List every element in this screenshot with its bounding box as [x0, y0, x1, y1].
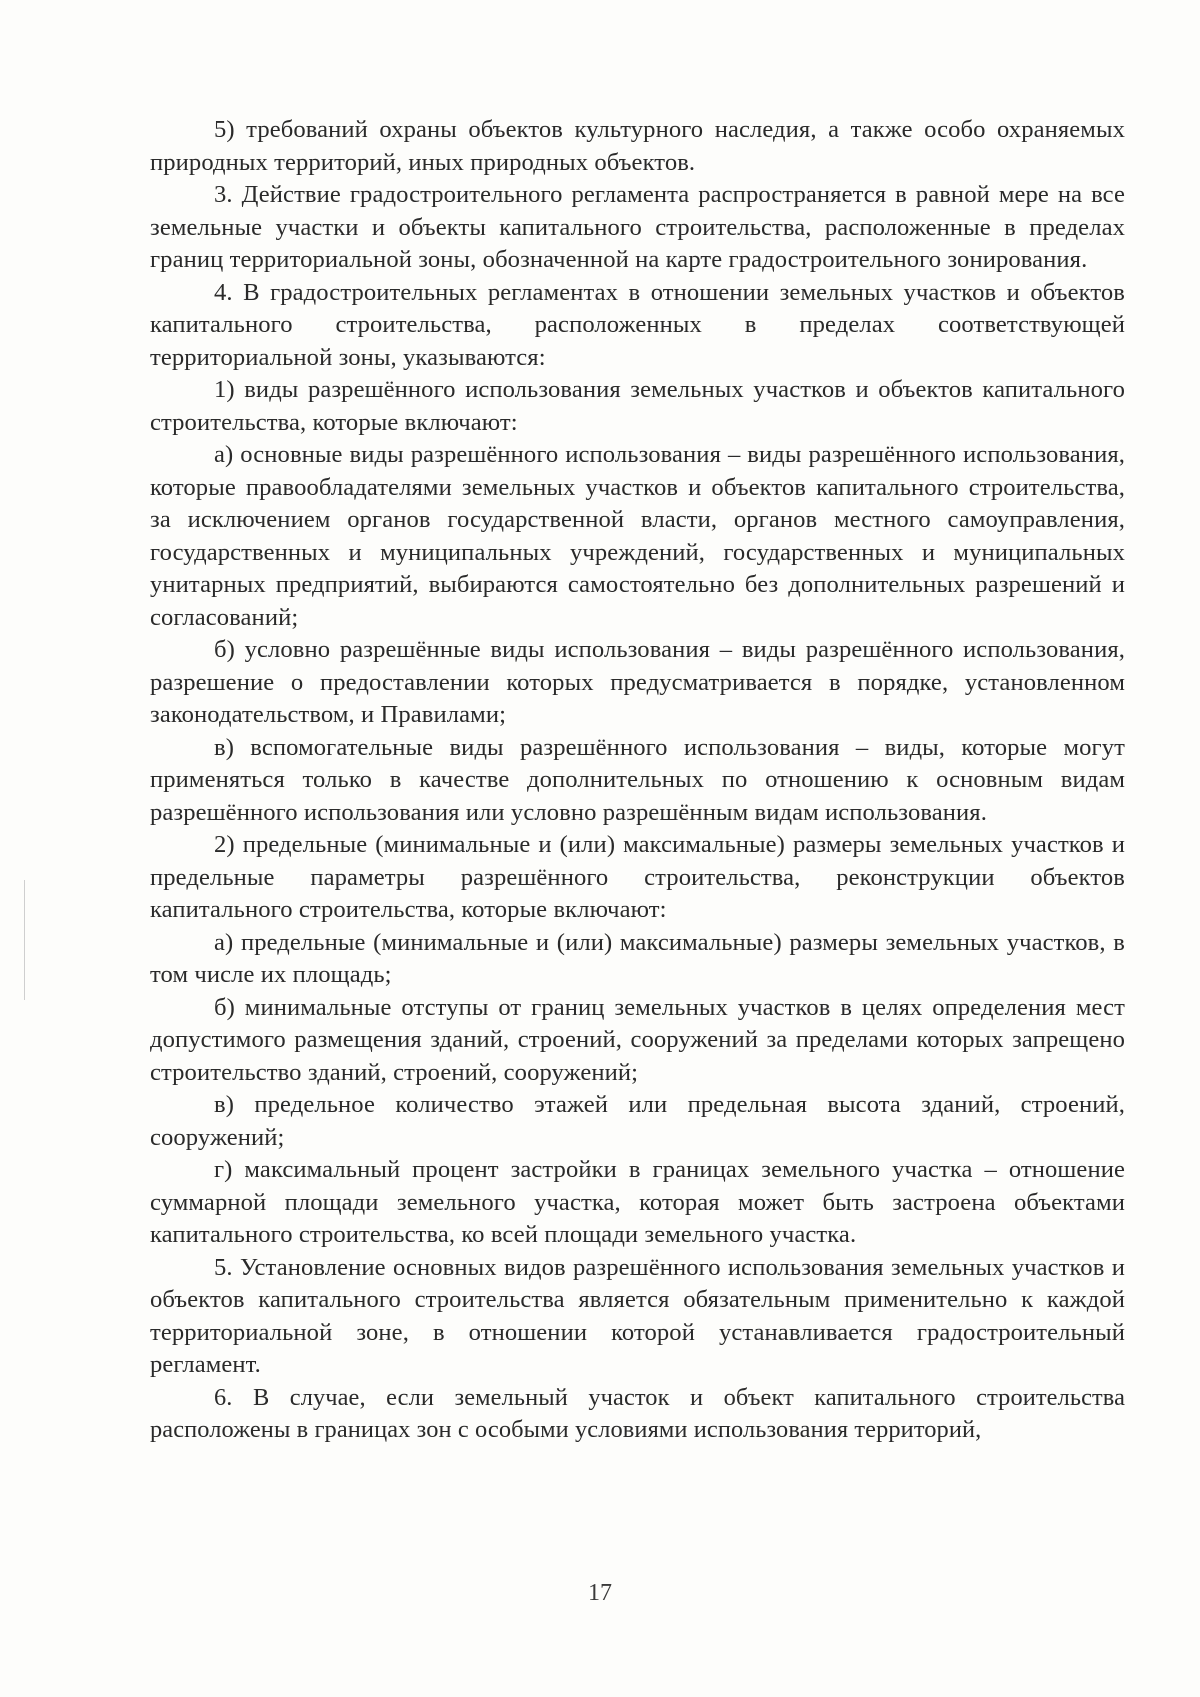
paragraph-item-2b: б) минимальные отступы от границ земельных участков в целях определения мест допустимого размещения зданий, строений, сооружений за пределами которых запрещено строительство зданий, строений, сооружений; — [150, 993, 1125, 1086]
paragraph-item-5: 5) требований охраны объектов культурного наследия, а также особо охраняемых природных территорий, иных природных объектов. — [150, 116, 1125, 176]
paragraph-section-5: 5. Установление основных видов разрешённого использования земельных участков и объектов капитального строительства является обязательным применительно к каждой территориальной зоне, в отношении которой устанавливается градостроительный регламент. — [150, 1253, 1125, 1378]
paragraph-item-1v: в) вспомогательные виды разрешённого использования – виды, которые могут применяться только в качестве дополнительных по отношению к основным видам разрешённого использования или условно разрешённым видам использования. — [150, 733, 1125, 826]
paragraph-item-1b: б) условно разрешённые виды использования – виды разрешённого использования, разрешение о предоставлении которых предусматривается в порядке, установленном законодательством, и Правилами; — [150, 636, 1125, 728]
page-number: 17 — [588, 1580, 612, 1606]
paragraph-item-1a: а) основные виды разрешённого использования – виды разрешённого использования, которые правообладателями земельных участков и объектов капитального строительства, за исключением органов государственной власти, органов местного самоуправления, государственных и муниципальных учреждений, государственных и муниципальных унитарных предприятий, выбираются самостоятельно без дополнительных разрешений и согласований; — [150, 441, 1125, 631]
paragraph-item-2: 2) предельные (минимальные и (или) максимальные) размеры земельных участков и предельные параметры разрешённого строительства, реконструкции объектов капитального строительства, которые включают: — [150, 831, 1125, 923]
scan-edge-mark — [24, 880, 25, 1000]
paragraph-item-1: 1) виды разрешённого использования земельных участков и объектов капитального строительства, которые включают: — [150, 376, 1125, 436]
paragraph-section-4: 4. В градостроительных регламентах в отношении земельных участков и объектов капитального строительства, расположенных в пределах соответствующей территориальной зоны, указываются: — [150, 278, 1125, 371]
paragraph-item-2g: г) максимальный процент застройки в границах земельного участка – отношение суммарной площади земельного участка, которая может быть застроена объектами капитального строительства, ко всей площади земельного участка. — [150, 1156, 1125, 1248]
paragraph-section-3: 3. Действие градостроительного регламента распространяется в равной мере на все земельные участки и объекты капитального строительства, расположенные в пределах границ территориальной зоны, обозначенной на карте градостроительного зонирования. — [150, 181, 1125, 273]
paragraph-section-6: 6. В случае, если земельный участок и объект капитального строительства расположены в границах зон с особыми условиями использования территорий, — [150, 1383, 1125, 1443]
document-page — [150, 114, 1125, 1594]
paragraph-item-2a: а) предельные (минимальные и (или) максимальные) размеры земельных участков, в том числе их площадь; — [150, 928, 1125, 988]
paragraph-item-2v: в) предельное количество этажей или предельная высота зданий, строений, сооружений; — [150, 1091, 1125, 1151]
